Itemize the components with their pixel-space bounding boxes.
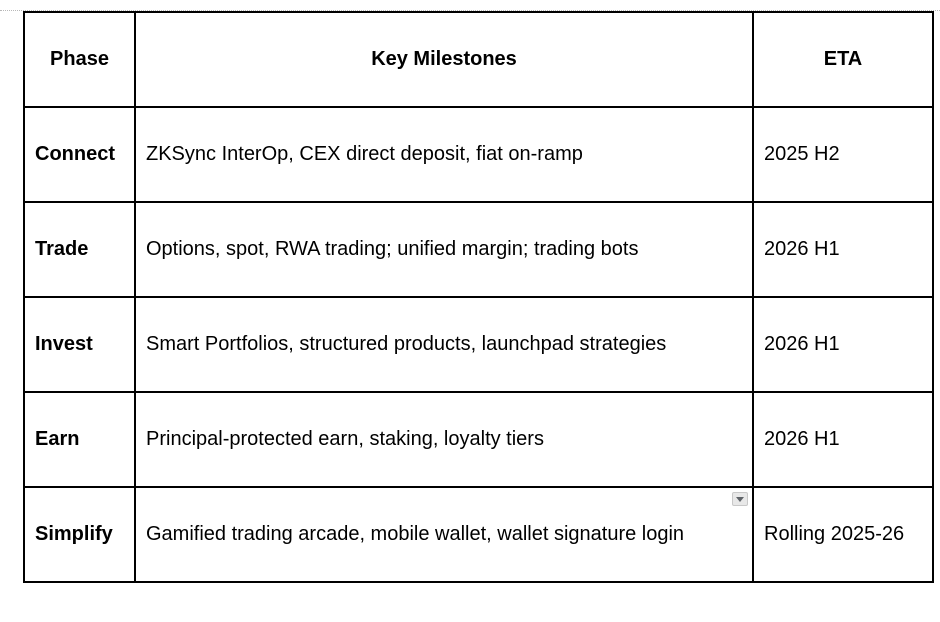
table-row — [24, 202, 933, 297]
milestones-cell[interactable]: Options, spot, RWA trading; unified margin; trading bots — [135, 202, 753, 297]
eta-cell[interactable]: Rolling 2025-26 — [753, 487, 933, 582]
eta-cell[interactable]: 2026 H1 — [753, 297, 933, 392]
milestones-cell[interactable]: ZKSync InterOp, CEX direct deposit, fiat on-ramp — [135, 107, 753, 202]
roadmap-table — [23, 11, 934, 583]
eta-cell[interactable]: 2026 H1 — [753, 202, 933, 297]
eta-cell[interactable]: 2026 H1 — [753, 392, 933, 487]
header-eta: ETA — [753, 12, 933, 107]
phase-cell[interactable]: Earn — [24, 392, 135, 487]
phase-cell[interactable]: Simplify — [24, 487, 135, 582]
milestones-cell-with-dropdown[interactable] — [135, 487, 753, 582]
phase-cell[interactable]: Invest — [24, 297, 135, 392]
chevron-down-icon[interactable] — [732, 492, 748, 506]
header-key-milestones: Key Milestones — [135, 12, 753, 107]
table-row — [24, 392, 933, 487]
phase-cell[interactable]: Trade — [24, 202, 135, 297]
milestones-cell[interactable]: Principal-protected earn, staking, loyalty tiers — [135, 392, 753, 487]
table-row — [24, 297, 933, 392]
phase-cell[interactable]: Connect — [24, 107, 135, 202]
milestones-cell[interactable]: Smart Portfolios, structured products, launchpad strategies — [135, 297, 753, 392]
table-row — [24, 107, 933, 202]
header-phase: Phase — [24, 12, 135, 107]
table-header-row — [24, 12, 933, 107]
table-row — [24, 487, 933, 582]
eta-cell[interactable]: 2025 H2 — [753, 107, 933, 202]
milestones-text: Gamified trading arcade, mobile wallet, wallet signature login — [146, 523, 685, 545]
